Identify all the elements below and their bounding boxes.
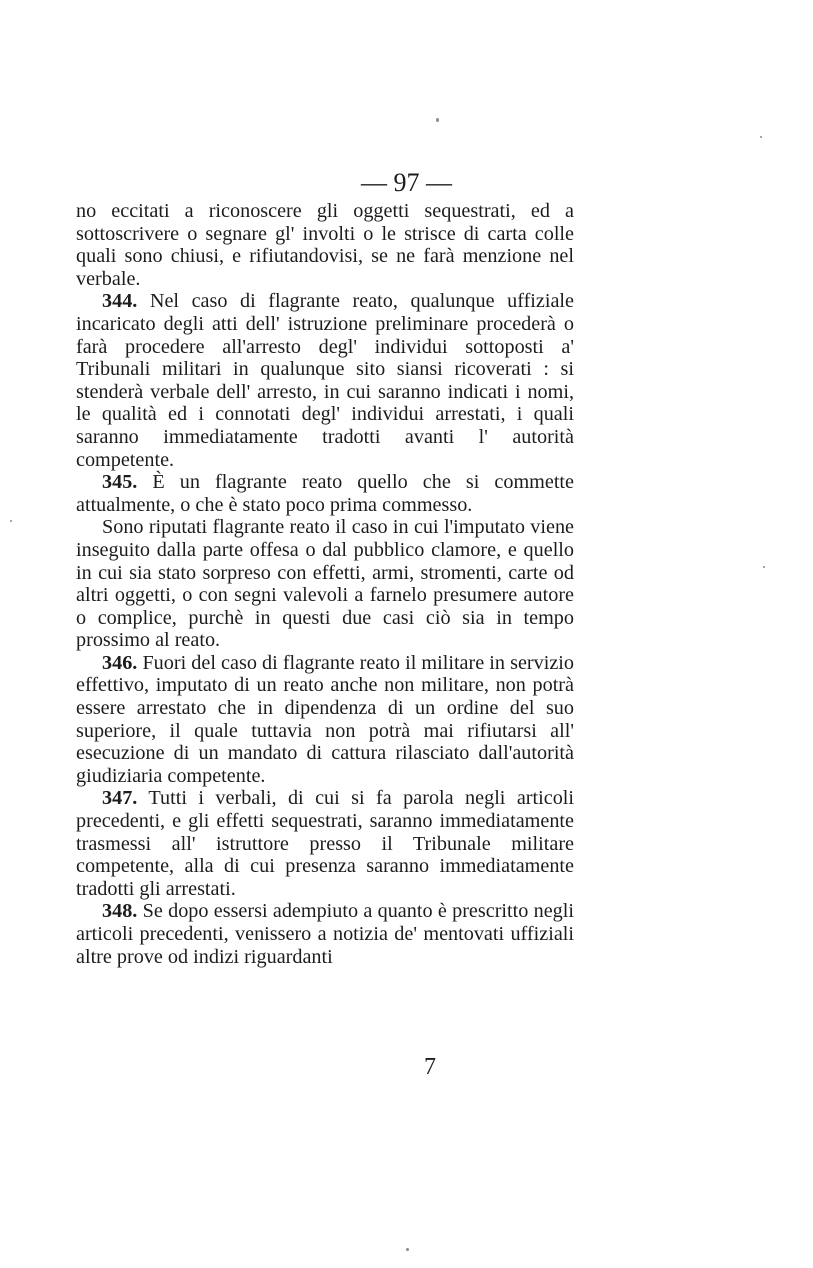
- article-348: [76, 900, 574, 968]
- article-text: Tutti i verbali, di cui si fa parola negli articoli precedenti, e gli effetti sequestrati, saranno immediatamente trasmessi all' istruttore presso il Tribunale militare competente, alla di cui presenza saranno immediatamente tradotti gli arrestati.: [76, 787, 575, 900]
- article-text: Nel caso di flagrante reato, qualunque uffiziale incaricato degli atti dell' istruzione preliminare procederà o farà procedere all'arresto degl' individui sottoposti a' Tribunali militari in qualunque sito siansi ricoverati : si stenderà verbale dell' arresto, in cui saranno indicati i nomi, le qualità ed i connotati degl' individui arrestati, i quali saranno immediatamente tradotti avanti l' autorità competente.: [76, 290, 575, 471]
- paper-speck: [406, 1248, 409, 1251]
- paper-speck: [10, 520, 12, 522]
- page-number-header: — 97 —: [361, 168, 452, 197]
- article-347: [76, 787, 574, 900]
- article-346: [76, 652, 574, 788]
- article-344: [76, 290, 574, 471]
- article-number: 347.: [102, 787, 138, 810]
- paper-speck: [760, 136, 762, 138]
- signature-mark: 7: [424, 1054, 436, 1080]
- paper-speck: [436, 118, 439, 122]
- article-345: [76, 471, 574, 516]
- article-number: 345.: [102, 471, 138, 494]
- paragraph-text: no eccitati a riconoscere gli oggetti sequestrati, ed a sottoscrivere o segnare gl' involti o le strisce di carta colle quali sono chiusi, e rifiutandovisi, se ne farà menzione nel verbale.: [76, 200, 574, 290]
- article-345-clause: [76, 516, 574, 652]
- body-text: [76, 200, 574, 968]
- article-number: 344.: [102, 290, 138, 313]
- article-number: 346.: [102, 651, 138, 674]
- article-text: Se dopo essersi adempiuto a quanto è prescritto negli articoli precedenti, venissero a notizia de' mentovati uffiziali altre prove od indizi riguardanti: [76, 900, 574, 968]
- article-text: È un flagrante reato quello che si commette attualmente, o che è stato poco prima commesso.: [76, 471, 575, 516]
- article-number: 348.: [102, 900, 138, 923]
- article-text: Fuori del caso di flagrante reato il militare in servizio effettivo, imputato di un reato anche non militare, non potrà essere arrestato che in dipendenza di un ordine del suo superiore, il quale tuttavia non potrà mai rifiutarsi all' esecuzione di un mandato di cattura rilasciato dall'autorità giudiziaria competente.: [76, 651, 574, 787]
- paragraph-continued: [76, 200, 574, 290]
- paragraph-text: Sono riputati flagrante reato il caso in cui l'imputato viene inseguito dalla parte offesa o dal pubblico clamore, e quello in cui sia stato sorpreso con effetti, armi, stromenti, carte od altri oggetti, o con segni valevoli a farnelo presumere autore o complice, purchè in questi due casi ciò sia in tempo prossimo al reato.: [76, 516, 574, 652]
- paper-speck: [763, 566, 765, 568]
